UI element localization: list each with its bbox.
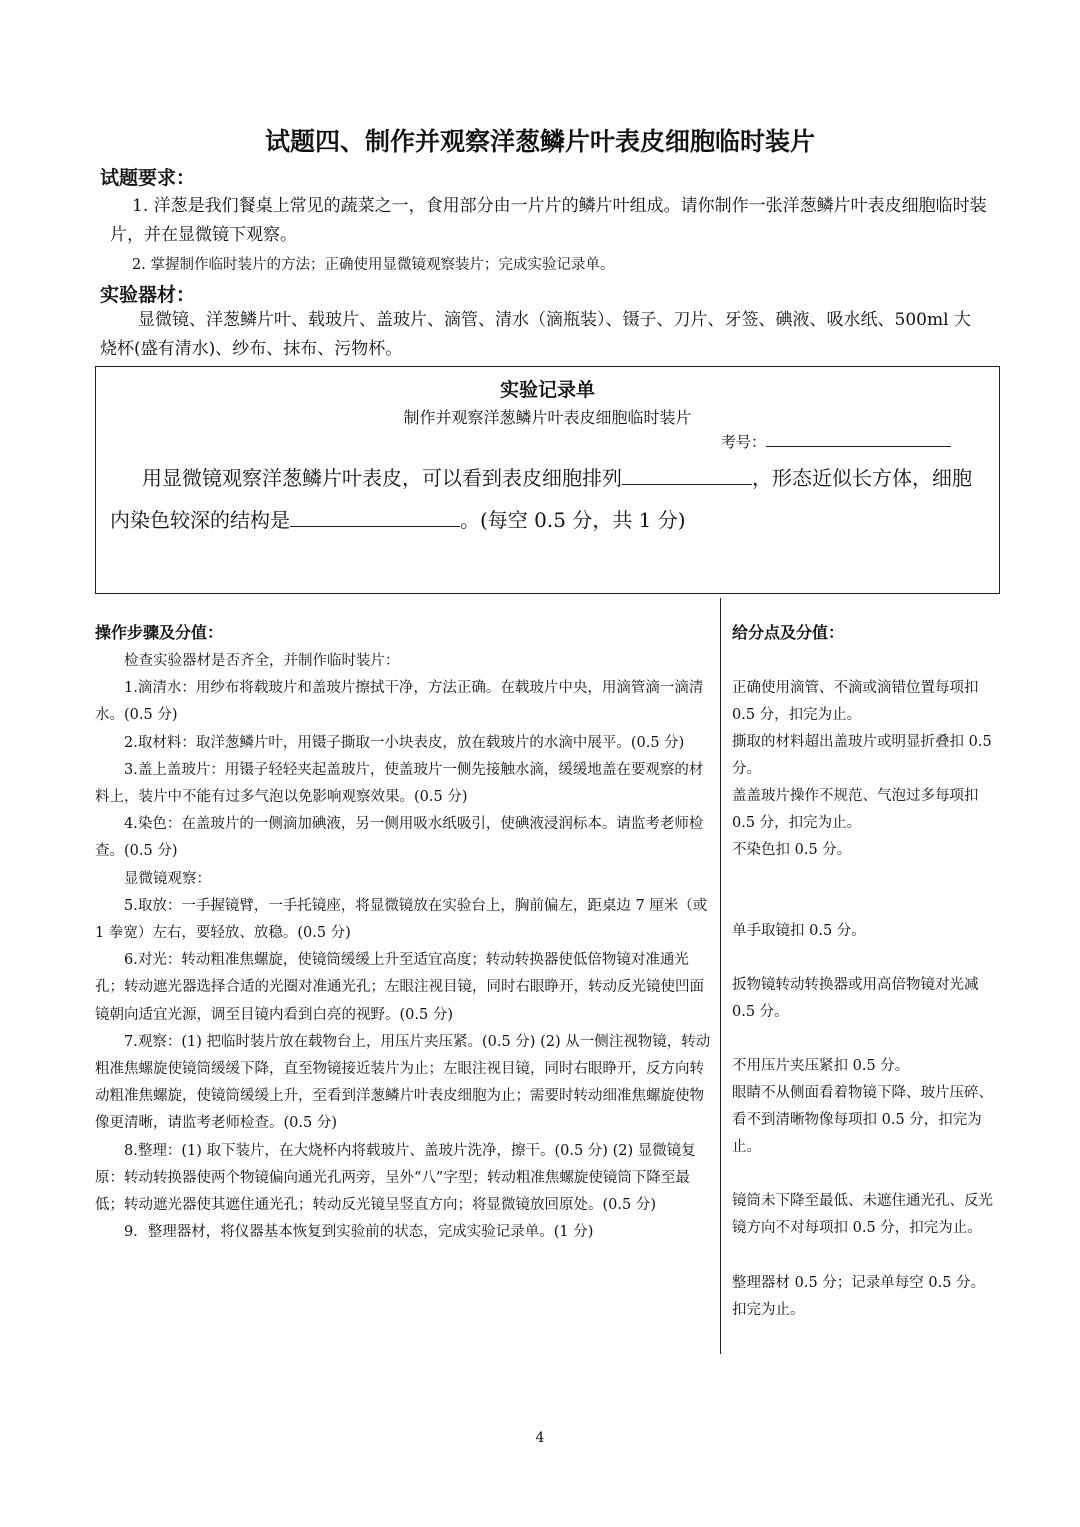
answer-blank-arrangement[interactable]	[622, 464, 752, 485]
scoring-item-3: 盖盖玻片操作不规范、气泡过多每项扣 0.5 分，扣完为止。	[732, 788, 979, 832]
scoring-item-7b: 眼睛不从侧面看着物镜下降、玻片压碎、看不到清晰物像每项扣 0.5 分，扣完为止。	[732, 1085, 993, 1156]
scoring-item-8: 镜筒未下降至最低、未遮住通光孔、反光镜方向不对每项扣 0.5 分，扣完为止。	[732, 1193, 993, 1237]
page-number: 4	[535, 1430, 545, 1446]
scoring-item-7a: 不用压片夹压紧扣 0.5 分。	[732, 1058, 910, 1074]
step-1: 1.滴清水：用纱布将载玻片和盖玻片擦拭干净，方法正确。在载玻片中央，用滴管滴一滴清水。(0.5 分)	[95, 680, 704, 724]
answer-blank-structure[interactable]	[290, 506, 460, 527]
check-intro: 检查实验器材是否齐全，并制作临时装片：	[124, 653, 400, 669]
page-title: 试题四、制作并观察洋葱鳞片叶表皮细胞临时装片	[264, 127, 815, 156]
exam-number-field[interactable]	[766, 432, 951, 447]
requirement-item-1: 1. 洋葱是我们餐桌上常见的蔬菜之一，食用部分由一片片的鳞片叶组成。请你制作一张洋葱鳞片叶表皮细胞临时装片，并在显微镜下观察。	[110, 196, 987, 245]
step-4: 4.染色：在盖玻片的一侧滴加碘液，另一侧用吸水纸吸引，使碘液浸润标本。请监考老师检查。(0.5 分)	[95, 816, 704, 860]
step-7: 7.观察：(1) 把临时装片放在载物台上，用压片夹压紧。(0.5 分) (2) 从一侧注视物镜，转动粗准焦螺旋使镜筒缓缓下降，直至物镜接近装片为止；左眼注视目镜，同时右眼睁开，反方向转动粗准焦螺旋，使镜筒缓缓上升，至看到洋葱鳞片叶表皮细胞为止；需要时转动细准焦螺旋使物像更清晰，请监考老师检查。(0.5 分)	[95, 1033, 711, 1132]
record-sheet-box	[95, 366, 1000, 594]
requirement-item-2: 2. 掌握制作临时装片的方法；正确使用显微镜观察装片；完成实验记录单。	[132, 257, 615, 273]
microscope-intro: 显微镜观察：	[124, 870, 211, 887]
question-text-1: 用显微镜观察洋葱鳞片叶表皮，可以看到表皮细胞排列	[142, 466, 622, 490]
step-3: 3.盖上盖玻片：用镊子轻轻夹起盖玻片，使盖玻片一侧先接触水滴，缓缓地盖在要观察的材料上，装片中不能有过多气泡以免影响观察效果。(0.5 分)	[95, 761, 704, 806]
scoring-item-1: 正确使用滴管、不滴或滴错位置每项扣 0.5 分，扣完为止。	[732, 680, 979, 724]
question-text-2: ，形态近似长方体，细胞内染色较深的结构是	[110, 466, 972, 532]
requirements-heading: 试题要求：	[100, 167, 196, 189]
scoring-item-4: 不染色扣 0.5 分。	[732, 842, 852, 858]
scoring-item-6: 扳物镜转动转换器或用高倍物镜对光减 0.5 分。	[732, 977, 979, 1021]
step-8: 8.整理：(1) 取下装片，在大烧杯内将载玻片、盖玻片洗净，擦干。(0.5 分) (2) 显微镜复原：转动转换器使两个物镜偏向通光孔两旁，呈外“八”字型；转动粗准焦螺旋使镜筒下降至最低；转动遮光器使其遮住通光孔；转动反光镜呈竖直方向；将显微镜放回原处。(0.5 分)	[95, 1142, 696, 1214]
step-9: 9．整理器材，将仪器基本恢复到实验前的状态，完成实验记录单。(1 分)	[124, 1224, 594, 1241]
steps-heading: 操作步骤及分值：	[95, 623, 224, 642]
record-question	[110, 457, 989, 541]
scoring-item-5: 单手取镜扣 0.5 分。	[732, 923, 866, 939]
materials-list: 显微镜、洋葱鳞片叶、载玻片、盖玻片、滴管、清水（滴瓶装）、镊子、刀片、牙签、碘液、吸水纸、500ml 大烧杯(盛有清水)、纱布、抹布、污物杯。	[100, 310, 971, 359]
step-2: 2.取材料：取洋葱鳞片叶，用镊子撕取一小块表皮，放在载玻片的水滴中展平。(0.5 分)	[124, 734, 685, 751]
scoring-item-2: 撕取的材料超出盖玻片或明显折叠扣 0.5 分。	[732, 734, 992, 778]
materials-heading: 实验器材：	[100, 284, 196, 306]
exam-number-label: 考号：	[720, 433, 766, 451]
step-5: 5.取放：一手握镜臂，一手托镜座，将显微镜放在实验台上，胸前偏左，距桌边 7 厘米（或 1 拳宽）左右，要轻放、放稳。(0.5 分)	[95, 897, 708, 942]
record-sheet-subtitle: 制作并观察洋葱鳞片叶表皮细胞临时装片	[403, 408, 692, 427]
scoring-item-9: 整理器材 0.5 分；记录单每空 0.5 分。扣完为止。	[732, 1275, 986, 1319]
scoring-heading: 给分点及分值：	[732, 623, 845, 642]
column-divider	[720, 598, 721, 1354]
step-6: 6.对光：转动粗准焦螺旋，使镜筒缓缓上升至适宜高度；转动转换器使低倍物镜对准通光孔；转动遮光器选择合适的光圈对准通光孔；左眼注视目镜，同时右眼睁开，转动反光镜使凹面镜朝向适宜光源，调至目镜内看到白亮的视野。(0.5 分)	[95, 952, 704, 1023]
question-text-3: 。(每空 0.5 分，共 1 分)	[460, 508, 686, 532]
exam-number-row	[721, 431, 951, 452]
record-sheet-title: 实验记录单	[499, 379, 595, 401]
steps-list	[95, 648, 715, 1246]
